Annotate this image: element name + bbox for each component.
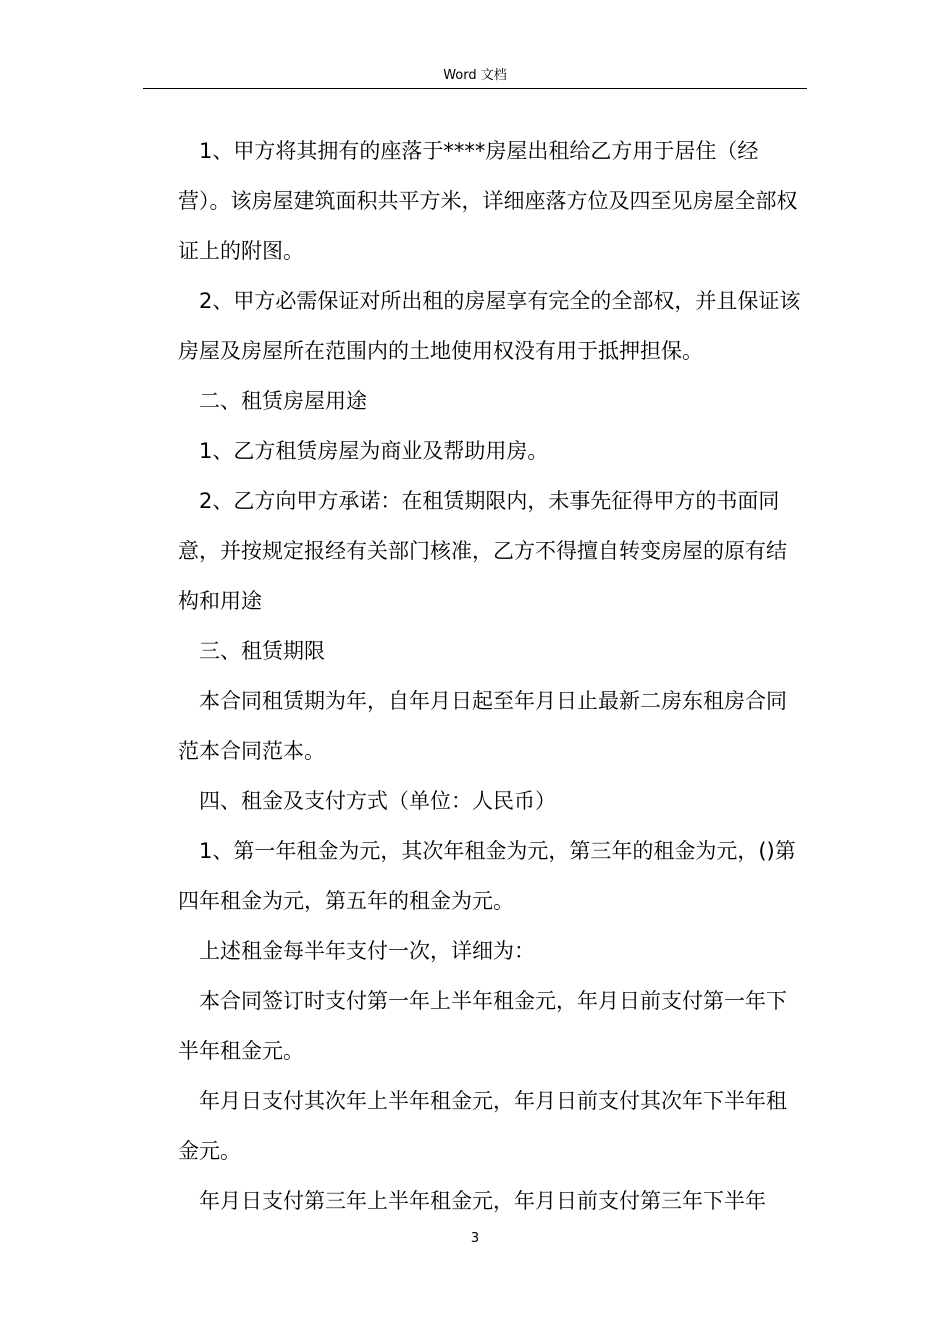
header-divider [143,88,807,89]
paragraph: 2、甲方必需保证对所出租的房屋享有完全的全部权，并且保证该房屋及房屋所在范围内的土地使用权没有用于抵押担保。 [178,289,801,363]
paragraph: 1、乙方租赁房屋为商业及帮助用房。 [199,439,549,463]
paragraph: 本合同租赁期为年，自年月日起至年月日止最新二房东租房合同范本合同范本。 [178,689,787,763]
paragraph: 上述租金每半年支付一次，详细为： [199,939,535,963]
paragraph: 1、第一年租金为元，其次年租金为元，第三年的租金为元，()第四年租金为元，第五年的租金为元。 [178,839,796,913]
section-heading: 四、租金及支付方式（单位：人民币） [199,789,556,813]
paragraph: 2、乙方向甲方承诺：在租赁期限内，未事先征得甲方的书面同意，并按规定报经有关部门核准，乙方不得擅自转变房屋的原有结构和用途 [178,489,787,613]
page-header: Word 文档 [443,68,507,83]
paragraph: 1、甲方将其拥有的座落于****房屋出租给乙方用于居住（经营）。该房屋建筑面积共平方米，详细座落方位及四至见房屋全部权证上的附图。 [178,139,798,263]
paragraph: 年月日支付其次年上半年租金元，年月日前支付其次年下半年租金元。 [178,1089,787,1163]
section-heading: 二、租赁房屋用途 [199,389,367,413]
document-body [178,126,804,1226]
section-heading: 三、租赁期限 [199,639,325,663]
paragraph: 本合同签订时支付第一年上半年租金元，年月日前支付第一年下半年租金元。 [178,989,787,1063]
page-number: 3 [470,1231,480,1246]
paragraph: 年月日支付第三年上半年租金元，年月日前支付第三年下半年 [199,1189,766,1213]
